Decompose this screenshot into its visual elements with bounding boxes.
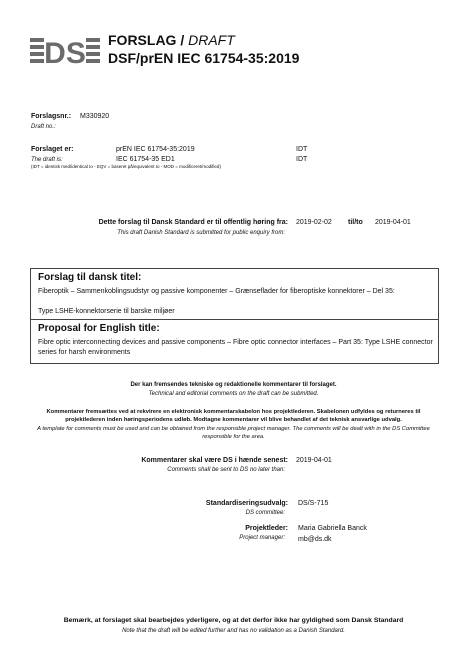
hoering-to: 2019-04-01 bbox=[375, 219, 411, 226]
forslaget-er-label: Forslaget er: bbox=[31, 146, 74, 153]
hoering-label-en: This draft Danish Standard is submitted for public enquiry from: bbox=[117, 230, 285, 236]
committee-value: DS/S-715 bbox=[298, 500, 329, 507]
english-title-box bbox=[30, 319, 439, 364]
danish-title-line1: Fiberoptik – Sammenkoblingsudstyr og passive komponenter – Grænseflader for fiberoptiske konnektorer – Del 35: bbox=[38, 288, 395, 295]
draft-rel-1: IDT bbox=[296, 146, 308, 153]
deadline-label: Kommentarer skal være DS i hænde senest: bbox=[141, 457, 288, 464]
project-manager-email[interactable]: mb@ds.dk bbox=[298, 536, 332, 543]
danish-title-line2: Type LSHE-konnektorserie til barske miljøer bbox=[38, 308, 175, 315]
project-manager-label-en: Project manager: bbox=[239, 535, 285, 541]
forslagsnr-value: M330920 bbox=[80, 113, 110, 120]
footer-line1: Bemærk, at forslaget skal bearbejdes yderligere, og at det derfor ikke har gyldighed som Dansk Standard bbox=[63, 617, 404, 624]
forslaget-er-label-en: The draft is: bbox=[31, 157, 63, 163]
forslagsnr-label: Forslagsnr.: bbox=[31, 113, 72, 120]
comments-para-da: Kommentarer fremsættes ved at rekvirere en elektronisk kommentarskabelon hos projektlederen. Skabelonen udfyldes og returneres til projektlederen inden høringsperiodens udløb. Modtagne kommentarer vil blive behandlet af det teknisk ansvarlige udvalg. bbox=[46, 409, 421, 423]
hoering-label: Dette forslag til Dansk Standard er til offentlig høring fra: bbox=[98, 219, 288, 226]
project-manager-label: Projektleder: bbox=[245, 525, 288, 532]
danish-title-box bbox=[30, 268, 439, 320]
english-title-line1: Fibre optic interconnecting devices and passive components – Fibre optic connector interfaces – Part 35: Type LSHE connector series for harsh environments bbox=[38, 339, 433, 356]
ds-logo-text: DS bbox=[44, 37, 86, 64]
comments-line1-en: Technical and editorial comments on the draft can be submitted. bbox=[148, 391, 319, 397]
project-manager-name: Maria Gabriella Banck bbox=[298, 525, 367, 532]
comments-para-en: A template for comments must be used and can be obtained from the responsible project manager. The comments will be dealt with in the DS Committee responsible for the area. bbox=[37, 426, 430, 440]
english-title-heading: Proposal for English title: bbox=[38, 323, 160, 334]
danish-title-heading: Forslag til dansk titel: bbox=[38, 272, 142, 283]
header-forslag-label: FORSLAG / bbox=[108, 32, 189, 48]
draft-rel-2: IDT bbox=[296, 156, 308, 163]
draft-ref-1: prEN IEC 61754-35:2019 bbox=[116, 146, 195, 153]
header-draft-label: DRAFT bbox=[188, 32, 235, 48]
deadline-value: 2019-04-01 bbox=[296, 457, 332, 464]
header-forslag bbox=[108, 32, 235, 48]
ds-logo bbox=[30, 34, 100, 64]
hoering-til-label: til/to bbox=[348, 219, 363, 226]
footer-line2: Note that the draft will be edited further and has no validation as a Danish Standard. bbox=[122, 628, 345, 634]
committee-label: Standardiseringsudvalg: bbox=[205, 500, 288, 507]
hoering-from: 2019-02-02 bbox=[296, 219, 332, 226]
comments-line1: Der kan fremsendes tekniske og redaktionelle kommentarer til forslaget. bbox=[130, 382, 337, 388]
committee-label-en: DS committee: bbox=[245, 510, 285, 516]
draft-ref-2: IEC 61754-35 ED1 bbox=[116, 156, 175, 163]
forslagsnr-label-en: Draft no.: bbox=[31, 124, 56, 130]
deadline-label-en: Comments shall be sent to DS no later than: bbox=[167, 467, 285, 473]
document-id: DSF/prEN IEC 61754-35:2019 bbox=[108, 50, 300, 66]
forslaget-er-note: (IDT = identisk med/identical to - EQV = baseret på/equivalent to - MOD = modificeret/modified) bbox=[31, 164, 221, 169]
